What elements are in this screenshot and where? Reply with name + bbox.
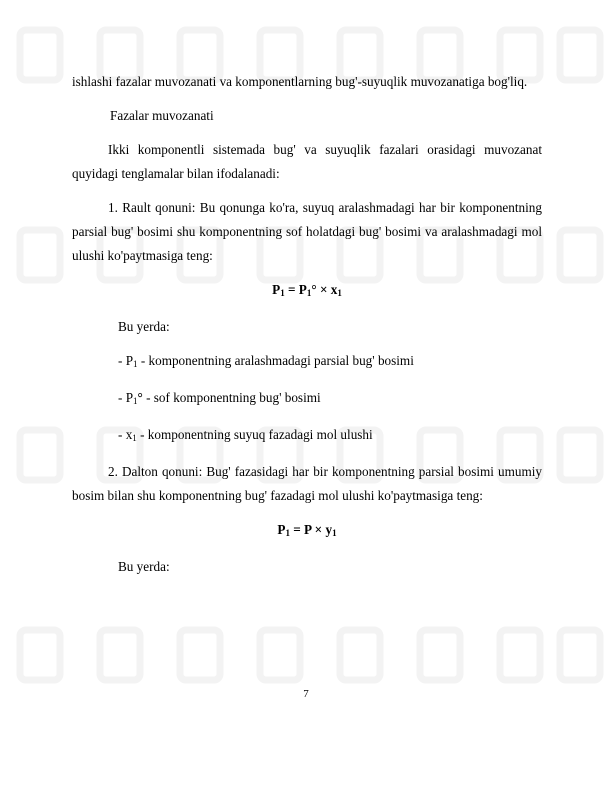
eq1-lhs-sub: 1 xyxy=(280,288,285,298)
definition-partial-pressure xyxy=(72,349,542,376)
def2-text: - sof komponentning bug' bosimi xyxy=(142,390,321,405)
def2-prefix: - P xyxy=(118,390,134,405)
bu-yerda-label-1: Bu yerda: xyxy=(118,319,170,334)
page-number: 7 xyxy=(303,688,309,700)
eq2-lhs-sub: 1 xyxy=(285,528,290,538)
def3-sub: 1 xyxy=(132,433,137,443)
eq1-op: × x xyxy=(316,282,338,297)
def1-text: - komponentning aralashmadagi parsial bug' bosimi xyxy=(137,353,414,368)
def1-prefix: - P xyxy=(118,353,134,368)
document-page xyxy=(72,70,542,579)
eq1-x-sub: 1 xyxy=(337,288,342,298)
eq2-lhs: P xyxy=(277,522,286,537)
paragraph-equilibrium: Ikki komponentli sistemada bug' va suyuqlik fazalari orasidagi muvozanat quyidagi tenglamalar bilan ifodalanadi: xyxy=(72,142,542,181)
equation-raoult xyxy=(72,278,542,305)
def3-prefix: - x xyxy=(118,427,133,442)
eq1-lhs: P xyxy=(272,282,281,297)
def2-sub: 1 xyxy=(133,396,138,406)
eq1-mid: = P xyxy=(284,282,307,297)
eq2-rest: = P × y xyxy=(289,522,333,537)
eq1-mid-sup: ° xyxy=(311,282,317,297)
section-heading: Fazalar muvozanati xyxy=(110,108,214,123)
paragraph-dalton-law: 2. Dalton qonuni: Bug' fazasidagi har bir komponentning parsial bosimi umumiy bosim bilan shu komponentning bug' fazadagi mol ulushi ko'paytmasiga teng: xyxy=(72,464,542,503)
bu-yerda-label-2: Bu yerda: xyxy=(118,559,170,574)
def1-sub: 1 xyxy=(133,359,138,369)
paragraph-intro: ishlashi fazalar muvozanati va komponentlarning bug'-suyuqlik muvozanatiga bog'liq. xyxy=(72,74,528,89)
def3-text: - komponentning suyuq fazadagi mol ulushi xyxy=(136,427,373,442)
equation-dalton xyxy=(72,518,542,545)
eq2-y-sub: 1 xyxy=(332,528,337,538)
definition-pure-pressure xyxy=(72,386,542,413)
eq1-mid-sub: 1 xyxy=(306,288,312,298)
definition-mole-fraction xyxy=(72,423,542,450)
def2-sup: ° xyxy=(137,390,143,405)
paragraph-raoult-law: 1. Rault qonuni: Bu qonunga ko'ra, suyuq aralashmadagi har bir komponentning parsial bug' bosimi shu komponentning sof holatdagi bug' bosimi va aralashmadagi mol ulushi ko'paytmasiga teng: xyxy=(72,200,542,263)
